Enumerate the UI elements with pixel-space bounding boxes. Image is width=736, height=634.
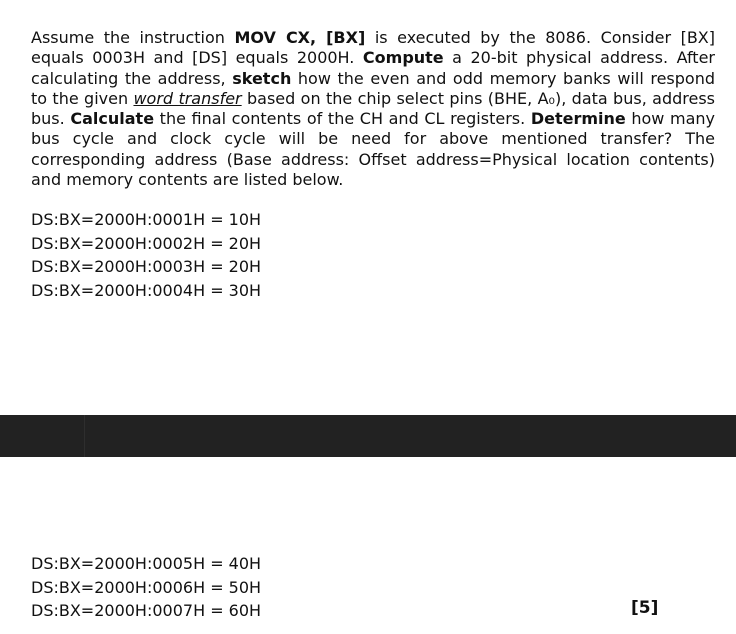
memory-entry: DS:BX=2000H:0001H = 10H <box>31 210 262 229</box>
text-segment: is executed by the 8086. Consider [BX] equals 0003H and [DS] equals 2000H. <box>31 28 716 68</box>
word-transfer-text: word transfer <box>133 88 242 108</box>
memory-list-top <box>31 208 261 302</box>
memory-entry: DS:BX=2000H:0006H = 50H <box>31 577 262 597</box>
text-segment: a 20-bit physical address. After calculating the address, <box>31 48 715 88</box>
text-segment: based on the chip select pins (BHE, A₀), data bus, address bus. <box>31 88 716 129</box>
text-segment: Assume the instruction <box>31 28 235 47</box>
keyword-determine: Determine <box>530 109 626 129</box>
memory-entry: DS:BX=2000H:0005H = 40H <box>31 554 262 573</box>
keyword-compute: Compute <box>362 48 444 68</box>
text-segment: how many bus cycle and clock cycle will be need for above mentioned transfer? The corresponding address (Base address: Offset address=Physical location contents) and memory contents are listed below. <box>31 109 716 190</box>
text-segment: how the even and odd memory banks will respond to the given <box>31 68 715 108</box>
keyword-calculate: Calculate <box>70 109 155 129</box>
text-segment: the final contents of the CH and CL registers. <box>154 109 531 129</box>
memory-entry: DS:BX=2000H:0003H = 20H <box>31 257 262 276</box>
memory-list-bottom <box>31 552 261 623</box>
question-paragraph <box>31 28 715 190</box>
toolbar-tab[interactable] <box>0 415 85 457</box>
memory-entry: DS:BX=2000H:0002H = 20H <box>31 233 262 253</box>
keyword-sketch: sketch <box>232 68 292 88</box>
dark-toolbar-strip <box>0 415 736 457</box>
instruction-text: MOV CX, [BX] <box>234 28 366 47</box>
memory-entry: DS:BX=2000H:0004H = 30H <box>31 280 262 300</box>
marks-label: [5] <box>631 598 659 618</box>
memory-entry: DS:BX=2000H:0007H = 60H <box>31 601 262 620</box>
